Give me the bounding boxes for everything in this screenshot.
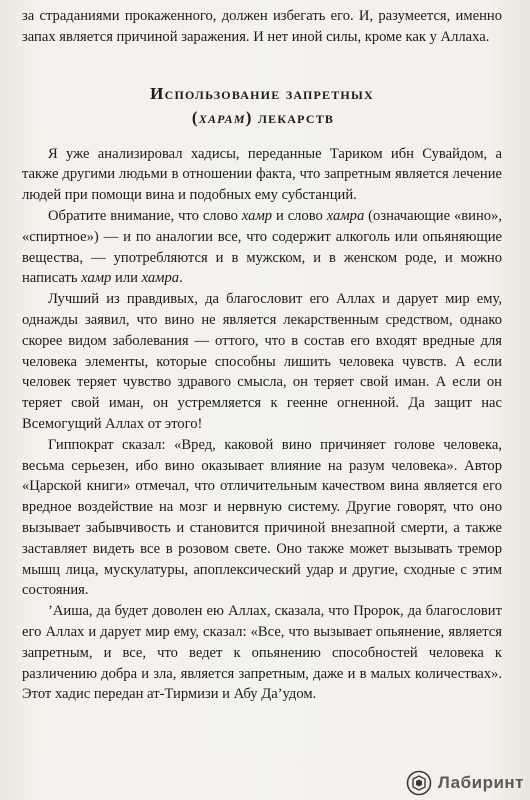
text-segment: Обратите внимание, что слово: [48, 207, 242, 224]
text-segment: Я уже анализировал хадисы, переданные Тариком ибн Сувайдом, а также другими людьми в отношении факта, что запретным является лечение людей при помощи вина и подобных ему субстанций.: [22, 145, 502, 204]
body-paragraphs: [22, 144, 502, 706]
italic-term: хамр: [81, 270, 112, 287]
body-paragraph: [22, 206, 502, 289]
text-segment: ’Аиша, да будет доволен ею Аллах, сказала, что Пророк, да благословит его Аллах и дарует мир ему, сказал: «Все, что вызывает опьянение, является запретным, и все, что ведет к опьянению способностей человека к различению добра и зла, является запретным, даже и в малых количествах». Этот хадис передан ат-Тирмизи и Абу Да’удом.: [22, 603, 502, 703]
text-segment: Гиппократ сказал: «Вред, каковой вино причиняет голове человека, весьма серьезен, ибо вино оказывает влияние на разум человека». Автор «Царской книги» отмечал, что отличительным качеством вина является его вредное воздействие на мозг и нервную систему. Другие говорят, что оно вызывает забывчивость и становится причиной внезапной смерти, а также заставляет видеть все в розовом свете. Оно также может вызывать тремор мышц лица, мускулатуры, апоплексический удар и другие, сходные с этим состояния.: [22, 436, 502, 599]
heading-line-2: [22, 106, 502, 130]
text-segment: .: [179, 270, 183, 287]
section-heading: [22, 82, 502, 130]
heading-line-2-rest: ) лекарств: [245, 107, 335, 127]
text-segment: или: [111, 270, 142, 287]
italic-term: хамра: [141, 270, 180, 287]
watermark: [406, 770, 524, 796]
italic-term: хамра: [326, 207, 365, 224]
heading-open-paren: (: [191, 107, 199, 127]
heading-italic-term: харам: [198, 107, 246, 127]
watermark-site-name: Лабиринт: [437, 773, 524, 792]
text-segment: (означающие «вино», «спиртное») — и по аналогии все, что содержит алкоголь или опьяняющие вещества, — употребляются и в мужском, и в женском роде, и можно написать: [22, 207, 502, 287]
body-paragraph: [22, 601, 502, 705]
body-paragraph: [22, 289, 502, 435]
text-segment: и слово: [272, 207, 327, 224]
body-paragraph: [22, 435, 502, 601]
body-paragraph: [22, 144, 502, 206]
text-segment: Лучший из правдивых, да благословит его Аллах и дарует мир ему, однажды заявил, что вино не является лекарственным средством, однако скорее видом заболевания — оттого, что в состав его входят вредные для человека элементы, которые способны лишить человека чувств. А если человек теряет чувство здравого смысла, он теряет свой иман. А если он теряет свой иман, он устремляется к геенне огненной. Да защит нас Всемогущий Аллах от этого!: [22, 291, 502, 432]
italic-term: хамр: [241, 207, 273, 224]
intro-paragraph: за страданиями прокаженного, должен избегать его. И, разумеется, именно запах является причиной заражения. И нет иной силы, кроме как у Аллаха.: [22, 8, 502, 45]
heading-line-1: Использование запретных: [150, 83, 374, 103]
labyrinth-logo-icon: [406, 770, 432, 796]
